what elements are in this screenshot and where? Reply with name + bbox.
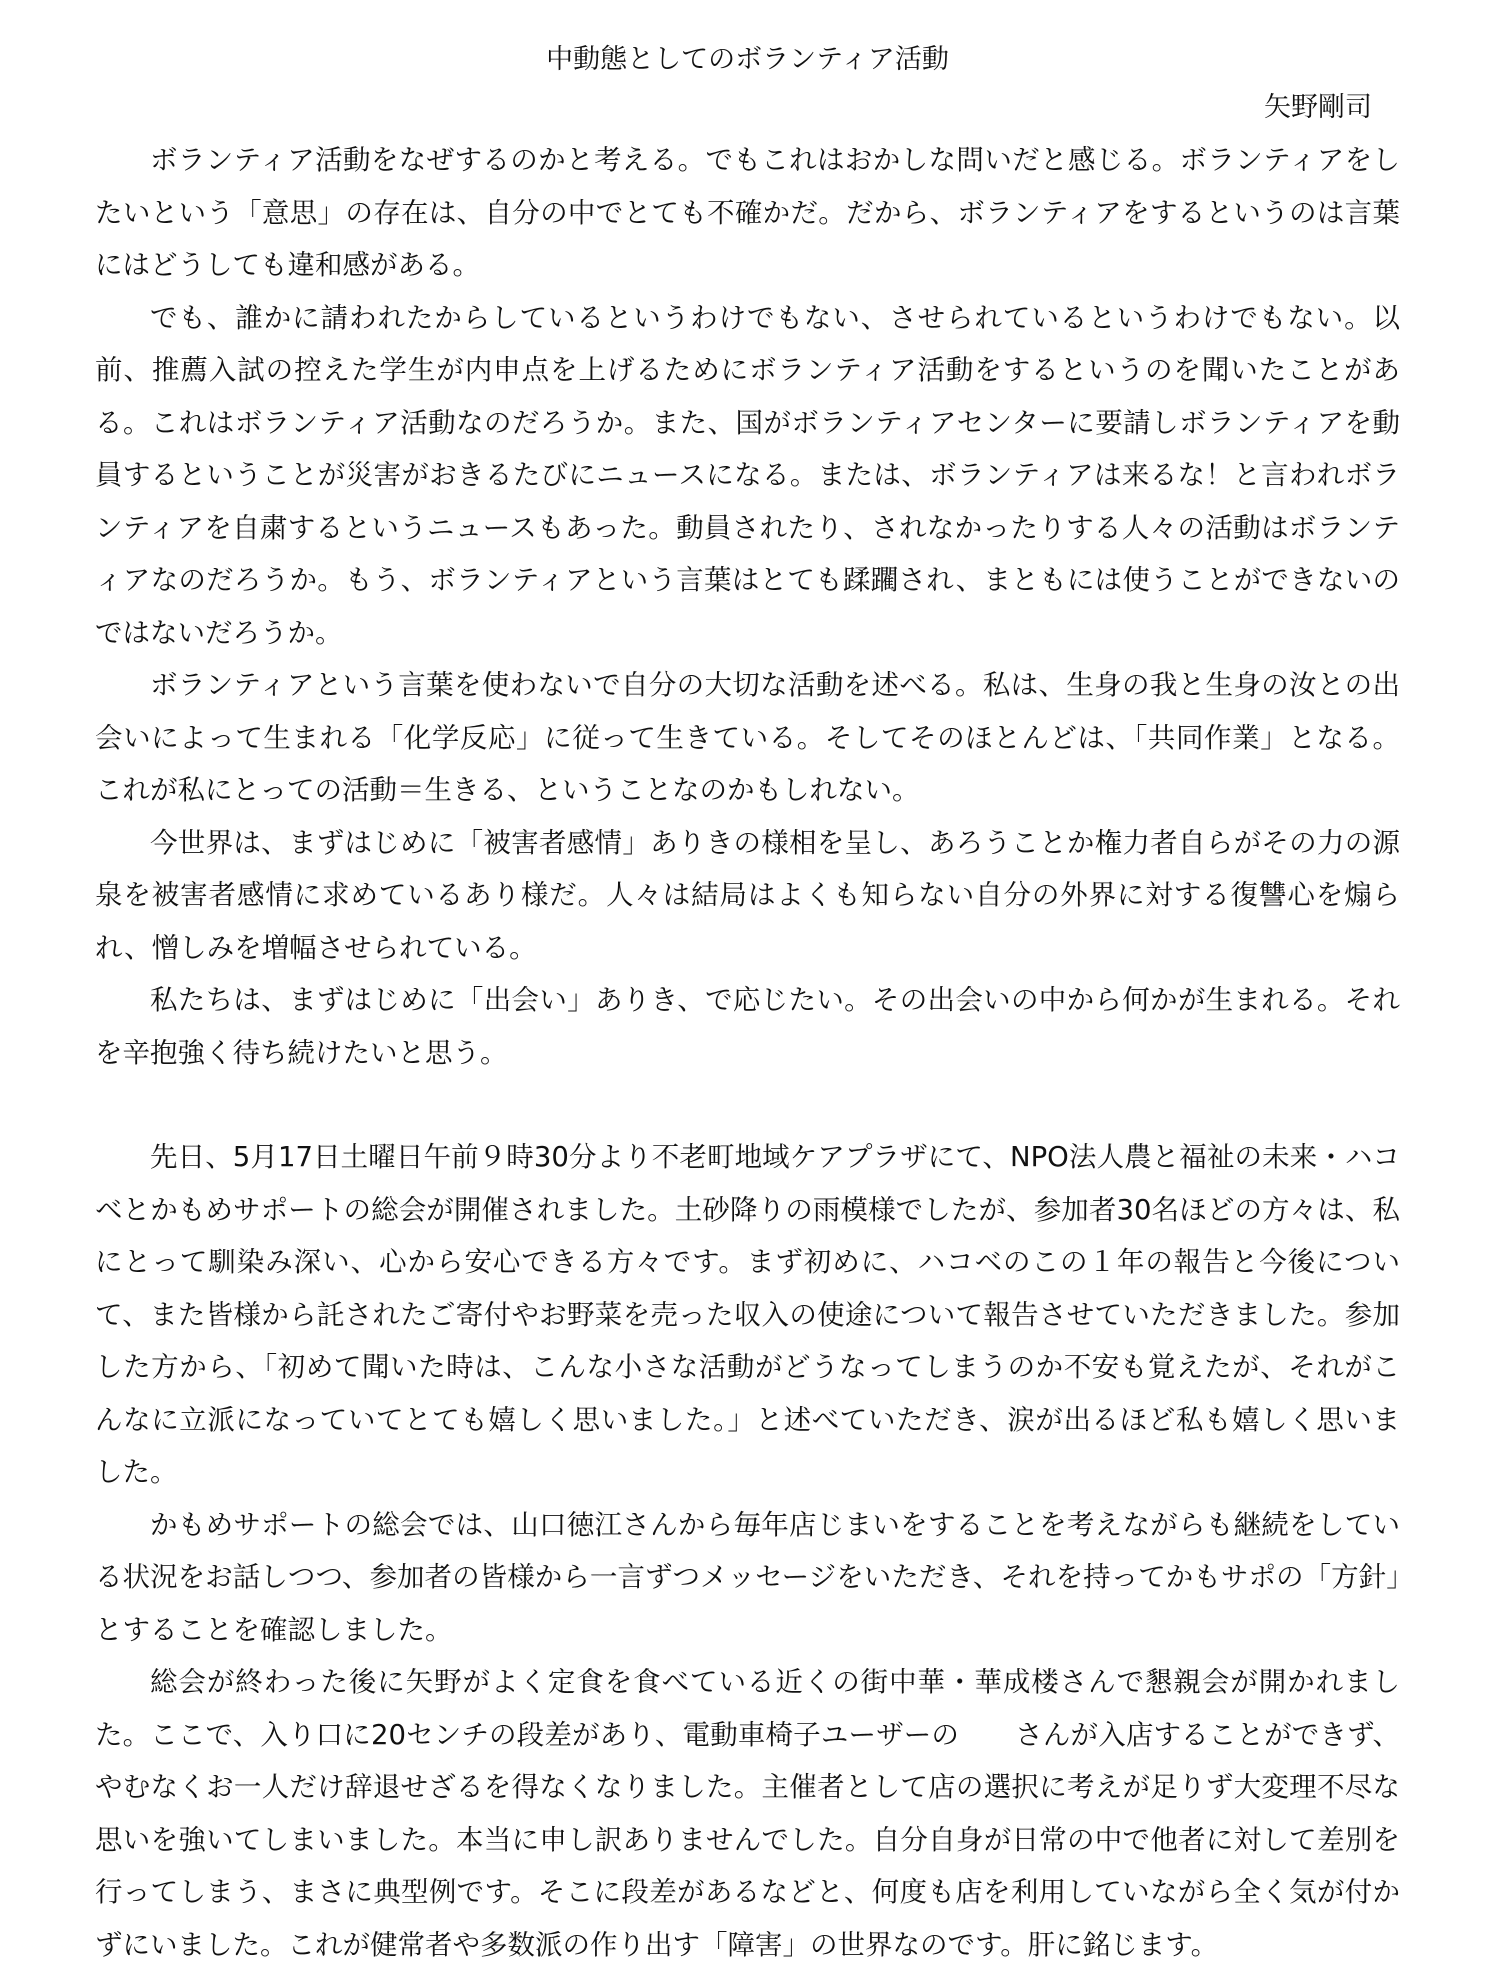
document-page [95,40,1400,1971]
paragraph: 私たちは、まずはじめに「出会い」ありき、で応じたい。その出会いの中から何かが生まれる。それを辛抱強く待ち続けたいと思う。 [95,984,1400,1069]
paragraph-text: さんが入店することができず、やむなくお一人だけ辞退せざるを得なくなりました。主催者として店の選択に考えが足りず大変理不尽な思いを強いてしまいました。本当に申し訳ありませんでした。自分自身が日常の中で他者に対して差別を行ってしまう、まさに典型例です。そこに段差があるなどと、何度も店を利用していながら全く気が付かずにいました。これが健常者や多数派の作り出す「障害」の世界なのです。肝に銘じます。 [95,1718,1400,1961]
paragraph: かもめサポートの総会では、山口徳江さんから毎年店じまいをすることを考えながらも継続をしている状況をお話しつつ、参加者の皆様から一言ずつメッセージをいただき、それを持ってかもサポの「方針」とすることを確認しました。 [95,1508,1400,1646]
paragraph: 今世界は、まずはじめに「被害者感情」ありきの様相を呈し、あろうことか権力者自らがその力の源泉を被害者感情に求めているあり様だ。人々は結局はよくも知らない自分の外界に対する復讐心を煽られ、憎しみを増幅させられている。 [95,826,1400,964]
paragraph-text: 総会が終わった後に矢野がよく定食を食べている近くの街中華・華成楼さんで懇親会が開かれました。ここで、入り口に20センチの段差があり、電動車椅子ユーザーの [95,1666,1400,1751]
paragraph: ボランティア活動をなぜするのかと考える。でもこれはおかしな問いだと感じる。ボランティアをしたいという「意思」の存在は、自分の中でとても不確かだ。だから、ボランティアをするというのは言葉にはどうしても違和感がある。 [95,144,1400,281]
document-title: 中動態としてのボランティア活動 [546,44,949,75]
section-spacer [95,1079,1400,1131]
paragraph: ボランティアという言葉を使わないで自分の大切な活動を述べる。私は、生身の我と生身の汝との出会いによって生まれる「化学反応」に従って生きている。そしてそのほとんどは、「共同作業」となる。これが私にとっての活動＝生きる、ということなのかもしれない。 [95,669,1400,806]
essay-section [95,134,1400,1079]
author-name: 矢野剛司 [1264,92,1372,123]
paragraph: 先日、5月17日土曜日午前９時30分より不老町地域ケアプラザにて、NPO法人農と福祉の未来・ハコベとかもめサポートの総会が開催されました。土砂降りの雨模様でしたが、参加者30名ほどの方々は、私にとって馴染み深い、心から安心できる方々です。まず初めに、ハコベのこの１年の報告と今後について、また皆様から託されたご寄付やお野菜を売った収入の使途について報告させていただきました。参加した方から、「初めて聞いた時は、こんな小さな活動がどうなってしまうのか不安も覚えたが、それがこんなに立派になっていてとても嬉しく思いました。」と述べていただき、涙が出るほど私も嬉しく思いました。 [95,1141,1400,1488]
paragraph [95,1656,1400,1971]
paragraph: でも、誰かに請われたからしているというわけでもない、させられているというわけでもない。以前、推薦入試の控えた学生が内申点を上げるためにボランティア活動をするというのを聞いたことがある。これはボランティア活動なのだろうか。また、国がボランティアセンターに要請しボランティアを動員するということが災害がおきるたびにニュースになる。または、ボランティアは来るな！と言われボランティアを自粛するというニュースもあった。動員されたり、されなかったりする人々の活動はボランティアなのだろうか。もう、ボランティアという言葉はとても蹂躙され、まともには使うことができないのではないだろうか。 [95,301,1400,649]
report-section [95,1131,1400,1971]
